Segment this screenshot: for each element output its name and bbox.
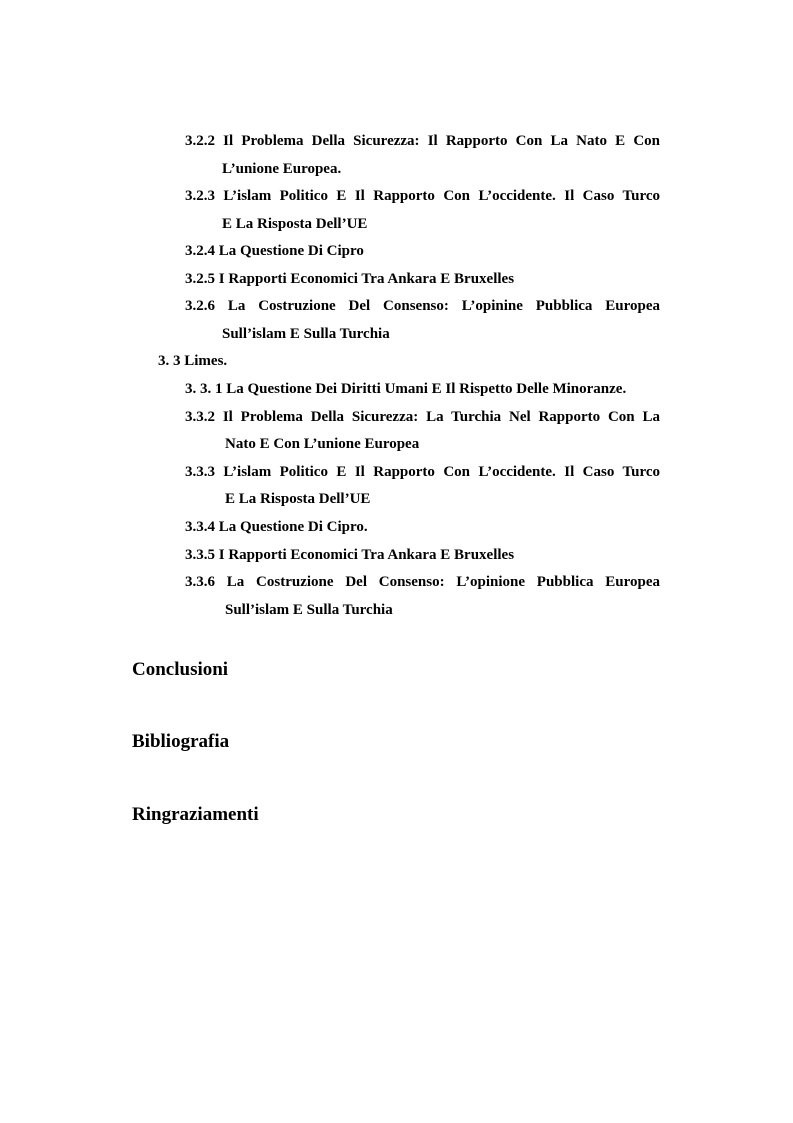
toc-entry-3-2-3: 3.2.3 L’islam Politico E Il Rapporto Con L’occidente. Il Caso Turco: [185, 188, 660, 204]
toc-entry-3-3-3-cont: E La Risposta Dell’UE: [225, 491, 371, 507]
toc-entry-3-3-6-cont: Sull’islam E Sulla Turchia: [225, 602, 393, 618]
toc-entry-3-2-6-cont: Sull’islam E Sulla Turchia: [222, 326, 390, 342]
toc-entry-3-2-3-cont: E La Risposta Dell’UE: [222, 216, 368, 232]
toc-entry-3-3-6: 3.3.6 La Costruzione Del Consenso: L’opinione Pubblica Europea: [185, 574, 660, 590]
toc-entry-3-3: 3. 3 Limes.: [158, 353, 228, 369]
toc-entry-3-2-2: 3.2.2 Il Problema Della Sicurezza: Il Rapporto Con La Nato E Con: [185, 133, 660, 149]
toc-entry-3-2-6: 3.2.6 La Costruzione Del Consenso: L’opinine Pubblica Europea: [185, 298, 660, 314]
toc-entry-3-3-1: 3. 3. 1 La Questione Dei Diritti Umani E Il Rispetto Delle Minoranze.: [185, 381, 627, 397]
section-bibliografia: Bibliografia: [132, 731, 230, 752]
section-ringraziamenti: Ringraziamenti: [132, 804, 259, 825]
toc-entry-3-2-4: 3.2.4 La Questione Di Cipro: [185, 243, 364, 259]
toc-entry-3-3-3: 3.3.3 L’islam Politico E Il Rapporto Con L’occidente. Il Caso Turco: [185, 464, 660, 480]
toc-entry-3-3-2-cont: Nato E Con L’unione Europea: [225, 436, 420, 452]
toc-entry-3-2-2-cont: L’unione Europea.: [222, 161, 342, 177]
toc-entry-3-2-5: 3.2.5 I Rapporti Economici Tra Ankara E Bruxelles: [185, 271, 515, 287]
toc-entry-3-3-2: 3.3.2 Il Problema Della Sicurezza: La Turchia Nel Rapporto Con La: [185, 409, 660, 425]
section-conclusioni: Conclusioni: [132, 659, 229, 680]
toc-entry-3-3-5: 3.3.5 I Rapporti Economici Tra Ankara E Bruxelles: [185, 547, 515, 563]
toc-entry-3-3-4: 3.3.4 La Questione Di Cipro.: [185, 519, 368, 535]
